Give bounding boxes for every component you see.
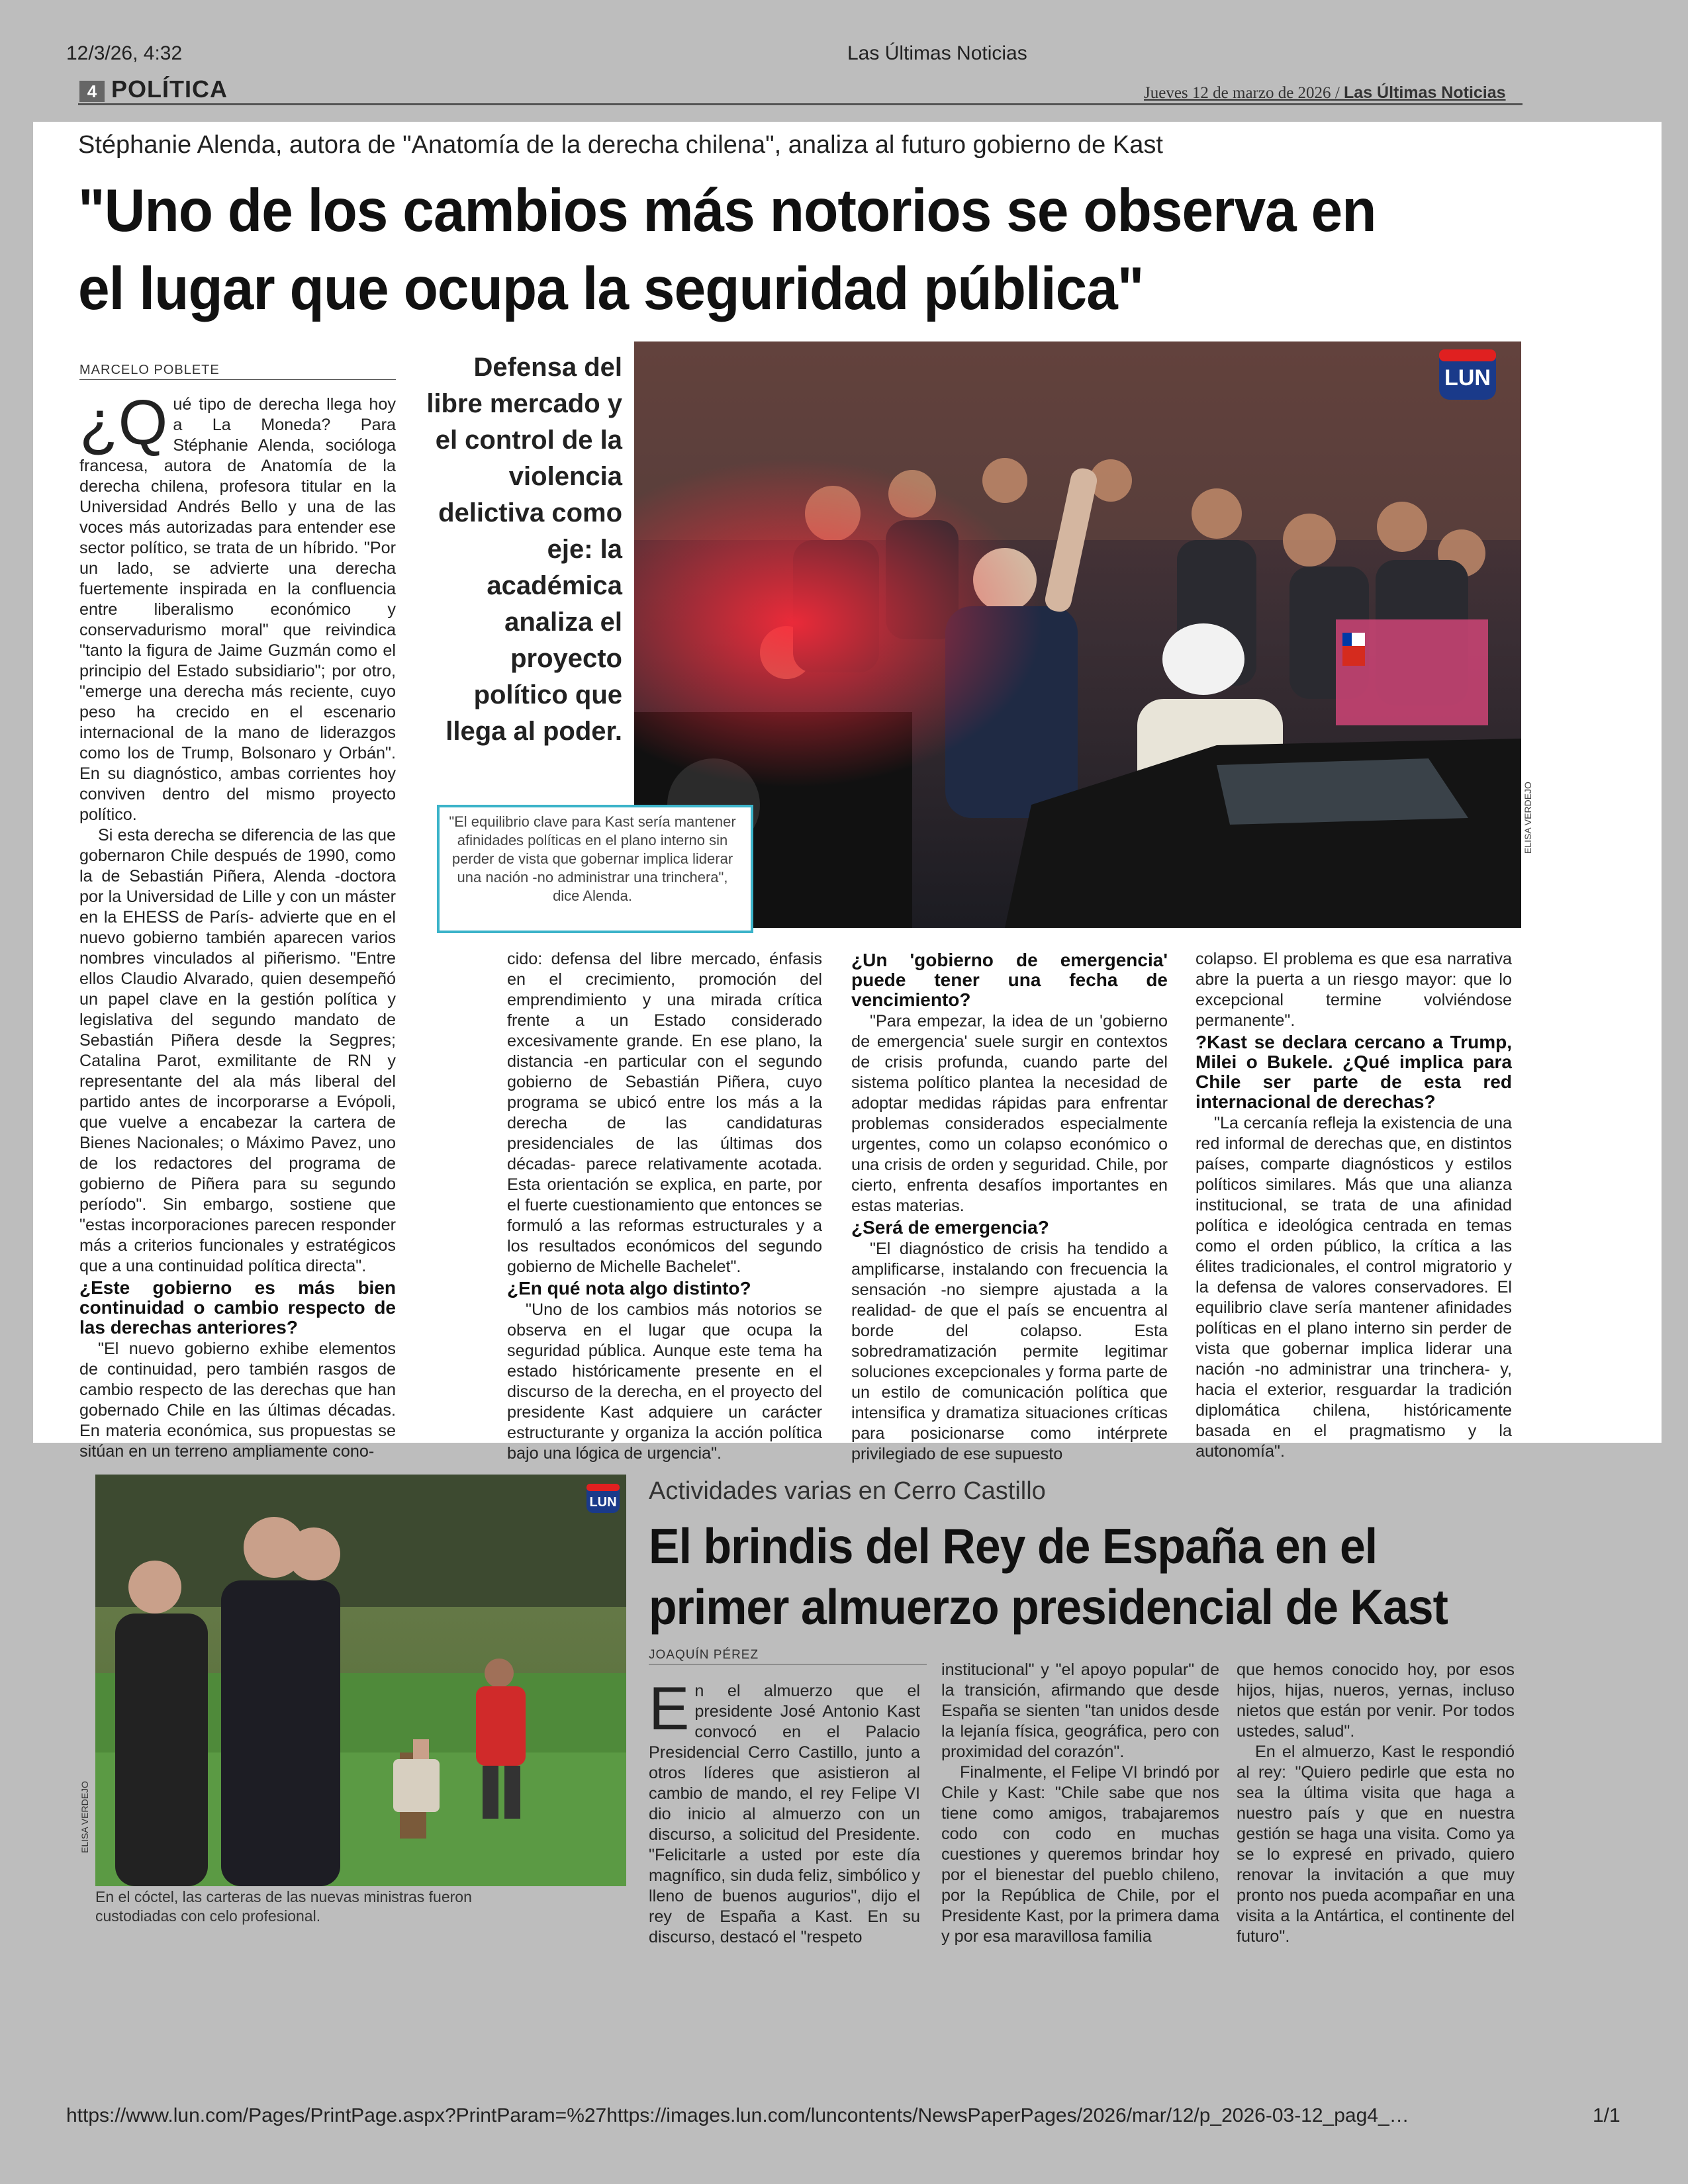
interview-question: ¿Será de emergencia? — [851, 1217, 1049, 1238]
paragraph: Si esta derecha se diferencia de las que gobernaron Chile después de 1990, como la de Sebastián Piñera, Alenda -doctora por la Universidad de Lille y con un máster en la EHESS de París- advierte que en el nuevo gobierno también aparecen varios nombres vinculados al piñerismo. "Entre ellos Claudio Alvarado, quien desempeñó un papel clave en la gestión política y legislativa del segundo mandato de Sebastián Piñera desde la Segpres; Catalina Parot, exmilitante de RN y representante del ala más liberal del partido antes de incorporarse a Evópoli, que vuelve a encabezar la cartera de Bienes Nacionales; o Máximo Pavez, uno de los redactores del programa de gobierno de Piñera para su segundo período". Sin embargo, sostiene que "estas incorporaciones parecen responder más a criterios funcionales y estratégicos que a una continuidad política directa". — [79, 826, 396, 1275]
article-kicker: Stéphanie Alenda, autora de "Anatomía de la derecha chilena", analiza al futuro gobierno de Kast — [78, 131, 1163, 159]
article-column-1 — [79, 387, 396, 1462]
article-byline: MARCELO POBLETE — [79, 363, 396, 380]
paragraph: "Uno de los cambios más notorios se observa en el lugar que ocupa la seguridad pública. Aunque este tema ha estado históricamente presente en el discurso de la derecha, en el proyecto del presidente Kast adquiere un carácter estructurante y organiza la acción política bajo una lógica de urgencia". — [507, 1300, 822, 1463]
article-headline: "Uno de los cambios más notorios se observa en el lugar que ocupa la seguridad pública" — [78, 177, 1376, 322]
paragraph: institucional" y "el apoyo popular" de la transición, afirmando que desde España se sienten "tan unidos desde la lejanía física, geográfica, pero con proximidad del corazón". — [941, 1661, 1219, 1761]
section-separator: / — [1331, 84, 1344, 102]
main-photo — [634, 341, 1521, 928]
photo-caption: En el cóctel, las carteras de las nuevas ministras fueron custodiadas con celo profesional. — [95, 1888, 472, 1925]
paragraph: que hemos conocido hoy, por esos hijos, hijas, nueros, yernas, incluso nietos que están por venir. Por todos ustedes, salud". — [1237, 1661, 1515, 1741]
photo-logo: LUN — [589, 1495, 617, 1510]
section-name: POLÍTICA — [111, 75, 228, 103]
paragraph: "El diagnóstico de crisis ha tendido a amplificarse, instalando con frecuencia la sensación -no siempre ajustada a la realidad- de que el país se encuentra al borde del colapso. Esta sobredramatización permite legitimar soluciones excepcionales y forma parte de un estilo de comunicación política que intensifica y dramatiza situaciones críticas para posicionarse como intérprete privilegiado de ese supuesto — [851, 1240, 1168, 1463]
section-paper-name: Las Últimas Noticias — [1344, 83, 1506, 102]
photo-credit: ELISA VERDEJO — [1523, 782, 1533, 854]
article-byline: JOAQUÍN PÉREZ — [649, 1648, 927, 1664]
print-datetime: 12/3/26, 4:32 — [66, 42, 183, 64]
article-kicker: Actividades varias en Cerro Castillo — [649, 1477, 1046, 1505]
article-column-1 — [649, 1675, 920, 1948]
dropcap: ¿Q — [79, 387, 168, 458]
interview-question: ?Kast se declara cercano a Trump, Milei o Bukele. ¿Qué implica para Chile ser parte de esta red internacional de derechas? — [1196, 1032, 1512, 1112]
paragraph: "El nuevo gobierno exhibe elementos de continuidad, pero también rasgos de cambio respecto de las derechas que han gobernado Chile en las últimas décadas. En materia económica, sus propuestas se sitúan en un terreno ampliamente cono- — [79, 1340, 396, 1461]
paragraph: n el almuerzo que el presidente José Antonio Kast convocó en el Palacio Presidencial Cerro Castillo, junto a otros líderes que asistieron al cambio de mando, el rey Felipe VI dio inicio al almuerzo con un discurso, a solicitud del Presidente. "Felicitarle a usted por este día magnífico, sin duda feliz, simbólico y lleno de buenos augurios", dijo el rey de España a Kast. En su discurso, destacó el "respeto — [649, 1682, 920, 1946]
article-column-2 — [507, 949, 822, 1464]
photo-logo: LUN — [1444, 365, 1491, 390]
print-url: https://www.lun.com/Pages/PrintPage.aspx?PrintParam=%27https://images.lun.com/luncontents/NewsPaperPages/2026/mar/12/p_2026-03-12_pag4_… — [66, 2105, 1409, 2126]
paragraph: En el almuerzo, Kast le respondió al rey: "Quiero pedirle que esta no sea la última visita que haga a nuestro país y que en nuestra gestión se haga una visita. Como ya se lo expresé en privado, quiero renovar la invitación a que muy pronto nos pueda acompañar en una visita a la Antártica, el continente del futuro". — [1237, 1743, 1515, 1946]
paragraph: ué tipo de derecha llega hoy a La Moneda? Para Stéphanie Alenda, socióloga francesa, autora de Anatomía de la derecha chilena, profesora titular en la Universidad Andrés Bello y una de las voces más autorizadas para entender ese sector político, se trata de un híbrido. "Por un lado, se advierte una derecha fuertemente inspirada en la confluencia entre liberalismo económico y conservadurismo moral" que reivindica "tanto la figura de Jaime Guzmán como el principio del Estado subsidiario"; por otro, "emerge una derecha más reciente, cuyo peso ha crecido en el escenario internacional de la mano de liderazgos como los de Trump, Bolsonaro y Orbán". En su diagnóstico, ambas corrientes hoy conviven dentro del mismo proyecto político. — [79, 395, 396, 824]
paragraph: "Para empezar, la idea de un 'gobierno de emergencia' suele surgir en contextos de crisis profunda, cuando parte del sistema político plantea la necesidad de adoptar medidas rápidas para enfrentar problemas considerados especialmente urgentes, como un colapso económico o una crisis de orden y seguridad. Chile, por cierto, enfrenta desafíos importantes en estas materias. — [851, 1012, 1168, 1215]
article-headline: El brindis del Rey de España en el primer almuerzo presidencial de Kast — [649, 1518, 1448, 1635]
article-column-3 — [851, 949, 1168, 1465]
print-page-title: Las Últimas Noticias — [847, 42, 1027, 64]
dropcap: E — [649, 1675, 690, 1743]
interview-question: ¿Un 'gobierno de emergencia' puede tener una fecha de vencimiento? — [851, 950, 1168, 1010]
section-page-number: 4 — [79, 81, 105, 102]
secondary-photo — [95, 1475, 626, 1886]
secondary-photo-illustration — [95, 1475, 626, 1886]
article-column-3 — [1237, 1660, 1515, 1947]
interview-question: ¿Este gobierno es más bien continuidad o cambio respecto de las derechas anteriores? — [79, 1277, 396, 1338]
article-column-4 — [1196, 949, 1512, 1462]
paragraph: colapso. El problema es que esa narrativa abre la puerta a un riesgo mayor: que lo excepcional termine volviéndose permanente". — [1196, 950, 1512, 1030]
interview-question: ¿En qué nota algo distinto? — [507, 1278, 751, 1298]
pull-quote-text: "El equilibrio clave para Kast sería mantener afinidades políticas en el plano interno sin perder de vista que gobernar implica liderar una nación -no administrar una trinchera", dice Alenda. — [449, 813, 736, 904]
photo-credit: ELISA VERDEJO — [79, 1781, 90, 1853]
paragraph: Finalmente, el Felipe VI brindó por Chile y Kast: "Chile sabe que nos tiene como amigos, trabajaremos codo con codo en muchas cuestiones y queremos brindar hoy por el bienestar del pueblo chileno, por la República de Chile, por el Presidente Kast, por la primera dama y por esa maravillosa familia — [941, 1763, 1219, 1946]
print-page-count: 1/1 — [1593, 2105, 1620, 2126]
main-photo-illustration — [634, 341, 1521, 928]
article-column-2 — [941, 1660, 1219, 1947]
section-date: Jueves 12 de marzo de 2026 — [1144, 84, 1331, 102]
paragraph: "La cercanía refleja la existencia de una red informal de derechas que, en distintos países, comparte diagnósticos y estilos políticos similares. Más que una alianza institucional, se trata de una afinidad política e ideológica centrada en temas como el orden público, la crítica a las élites tradicionales, el control migratorio y la defensa de valores conservadores. El equilibrio clave sería mantener afinidades políticas en el plano interno sin perder de vista que gobernar implica liderar una nación -no administrar una trinchera- y, hacia el exterior, resguardar la tradición diplomática chilena, históricamente basada en el pragmatismo y la autonomía". — [1196, 1114, 1512, 1461]
section-dateline — [1144, 83, 1506, 103]
article-deck: Defensa del libre mercado y el control de la violencia delictiva como eje: la académica analiza el proyecto político que llega al poder. — [426, 353, 622, 746]
paragraph: cido: defensa del libre mercado, énfasis en el crecimiento, promoción del emprendimiento y una mirada crítica frente a un Estado considerado excesivamente grande. En ese plano, la distancia -en particular con el segundo gobierno de Sebastián Piñera, cuyo programa se ubicó entre los más a la derecha de las candidaturas presidenciales de las últimas dos décadas- parece relativamente acotada. Esta orientación se explica, en parte, por el fuerte cuestionamiento que entonces se formuló a las reformas estructurales y a los resultados económicos del segundo gobierno de Michelle Bachelet". — [507, 950, 822, 1276]
